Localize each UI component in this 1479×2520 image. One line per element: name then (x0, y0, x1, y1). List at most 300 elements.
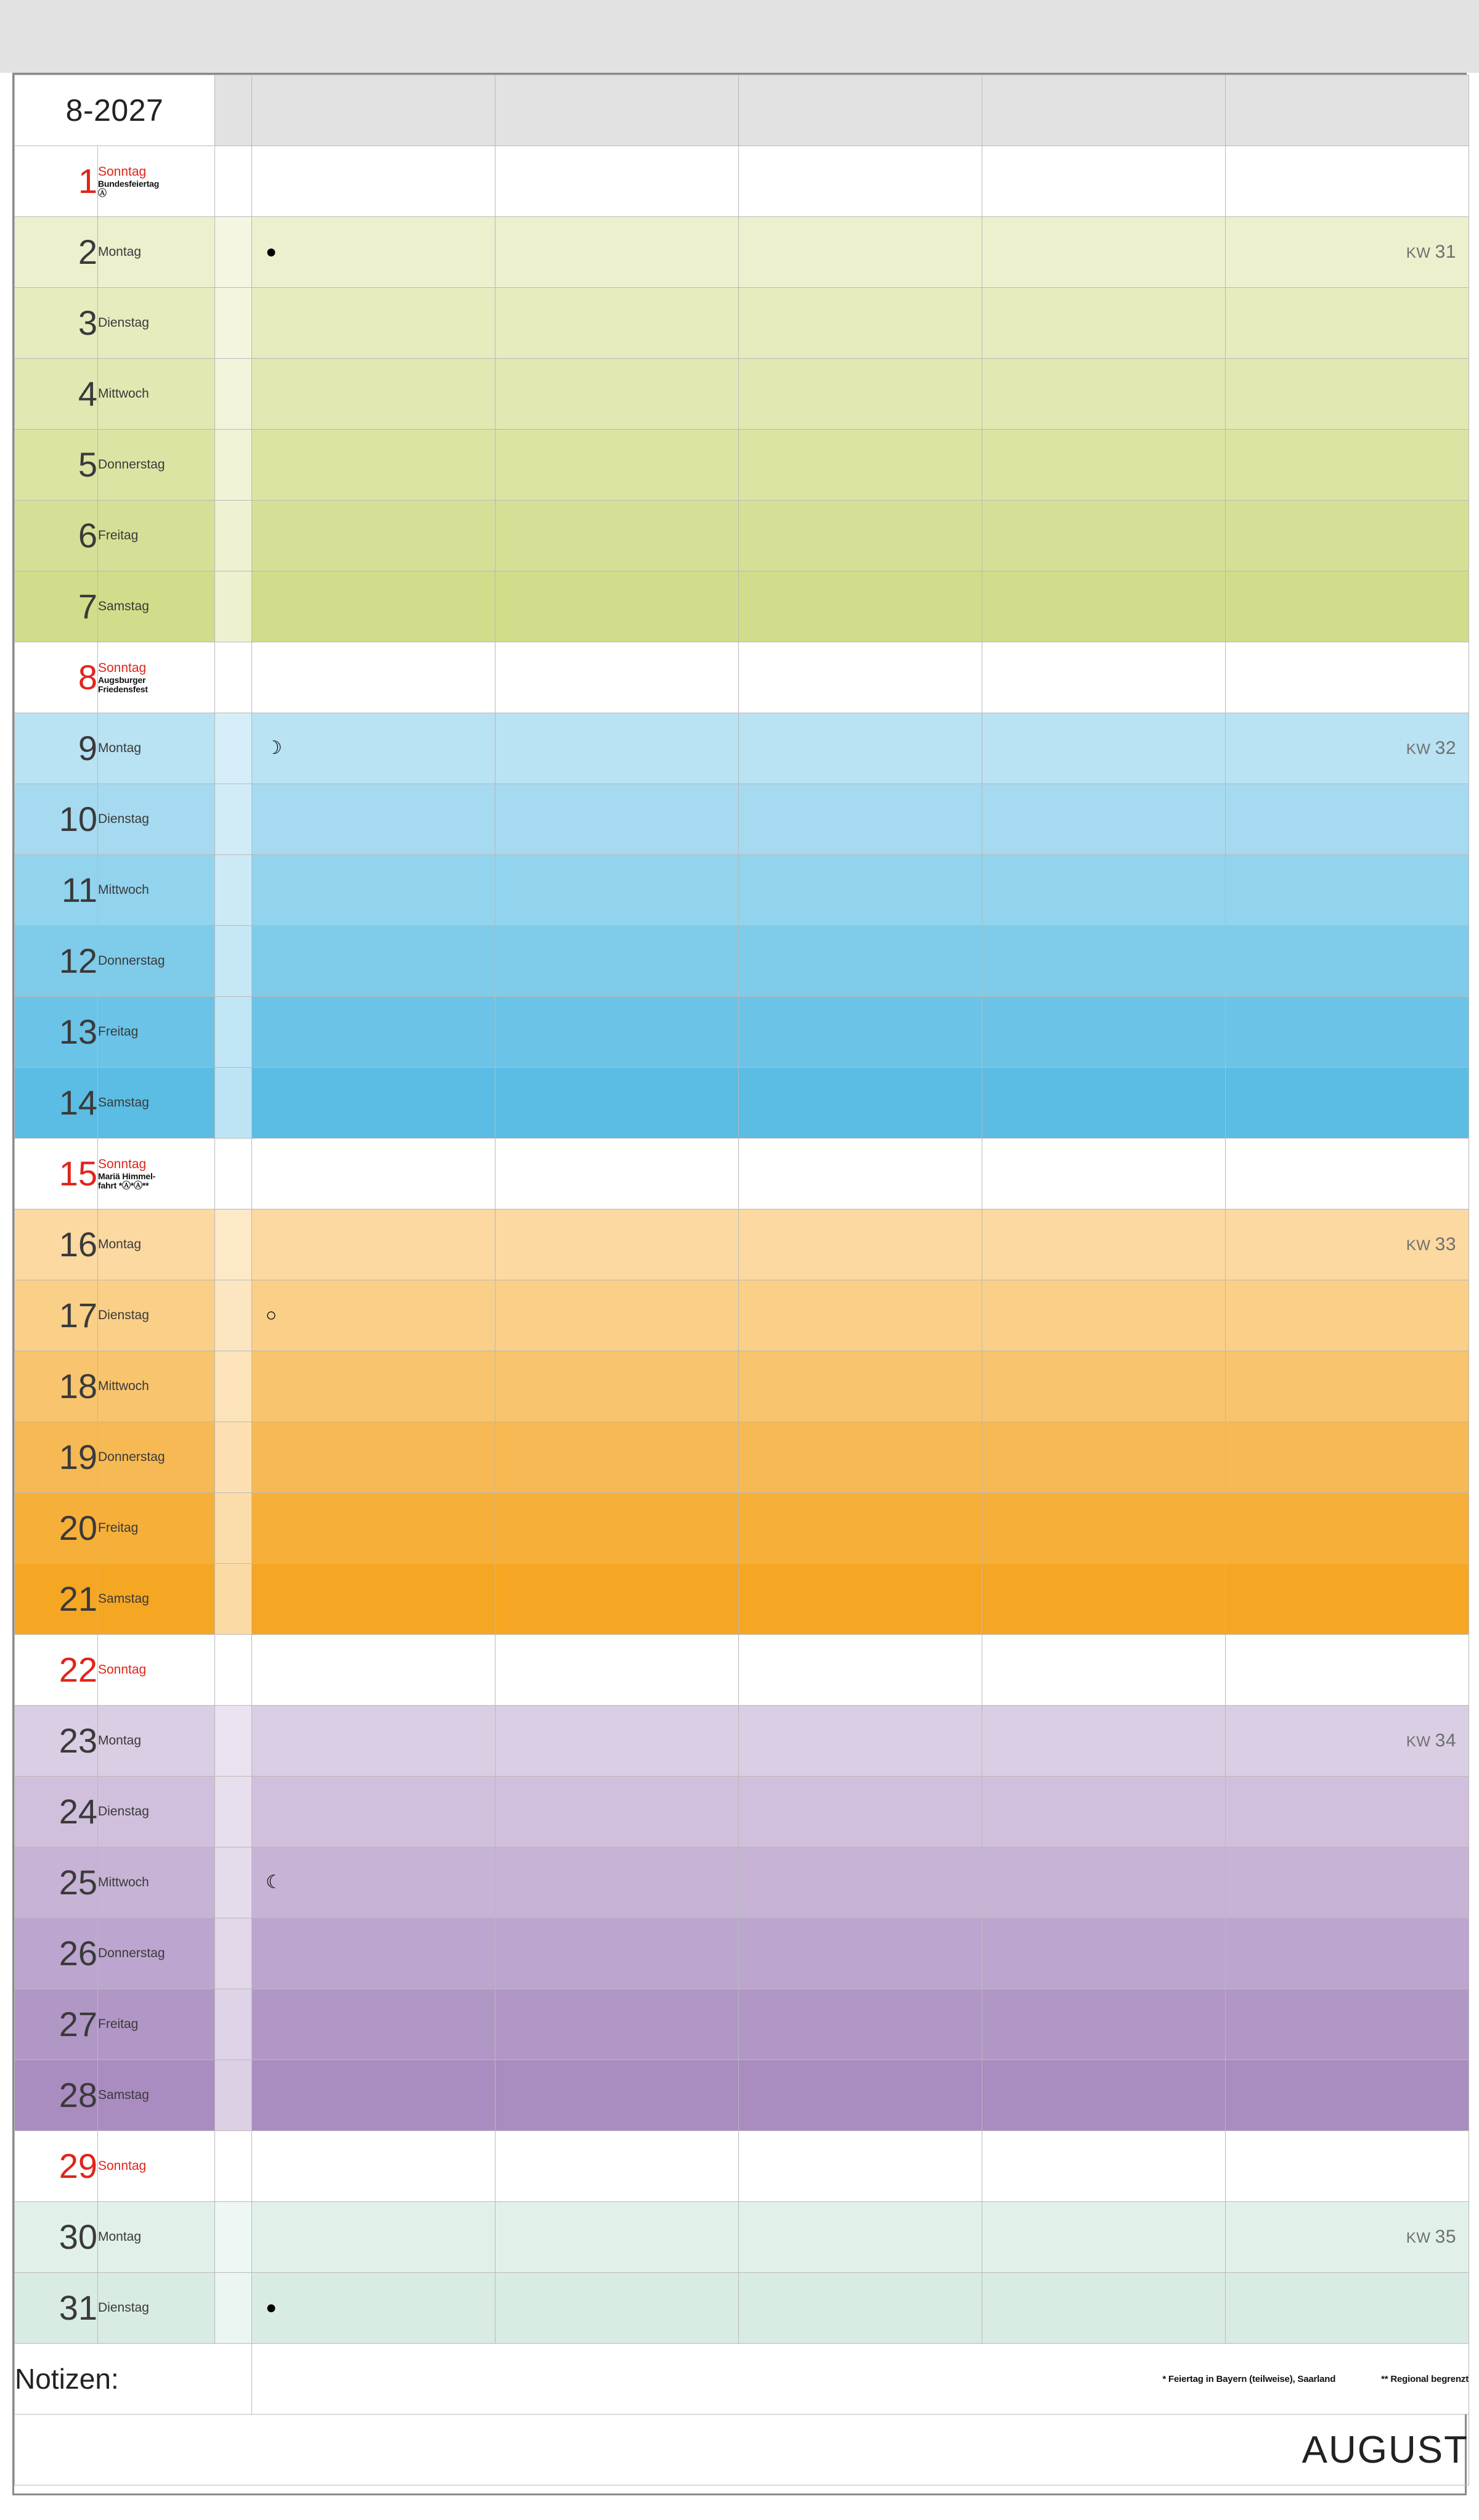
entry-cell[interactable] (252, 430, 495, 501)
entry-cell[interactable] (495, 784, 739, 855)
day-name: Donnerstag (98, 1945, 165, 1960)
entry-cell[interactable] (982, 2202, 1226, 2273)
day-name-cell (98, 1918, 215, 1989)
entry-cell[interactable] (495, 2060, 739, 2131)
header-col-5 (1226, 75, 1469, 146)
day-marker-column (215, 642, 252, 713)
entry-cell[interactable] (252, 501, 495, 571)
day-name: Montag (98, 244, 142, 259)
entry-cell[interactable] (739, 1989, 982, 2060)
week-number-label: KW (1406, 1237, 1435, 1254)
entry-cell[interactable] (495, 1068, 739, 1139)
day-number: 6 (15, 501, 98, 571)
day-number: 4 (15, 359, 98, 430)
calendar-day-row (15, 1847, 1469, 1918)
day-name-cell (98, 642, 215, 713)
day-number: 13 (15, 997, 98, 1068)
entry-cell[interactable] (739, 217, 982, 288)
day-marker-column (215, 1847, 252, 1918)
entry-cell[interactable] (495, 359, 739, 430)
entry-cell[interactable] (739, 146, 982, 217)
week-number-value: 33 (1435, 1234, 1457, 1254)
day-marker-column (215, 2273, 252, 2344)
entry-cell[interactable] (252, 1422, 495, 1493)
entry-cell[interactable] (739, 1139, 982, 1209)
day-name: Samstag (98, 599, 149, 613)
entry-cell[interactable] (982, 501, 1226, 571)
entry-cell[interactable] (495, 1777, 739, 1847)
week-number (1226, 2227, 1469, 2248)
calendar-day-row (15, 2273, 1469, 2344)
calendar-day-row (15, 2202, 1469, 2273)
holiday-label: Ⓐ (98, 188, 107, 198)
week-number (1226, 1234, 1469, 1255)
entry-cell[interactable] (1226, 217, 1469, 288)
entry-cell[interactable] (1226, 1989, 1469, 2060)
entry-cell[interactable] (252, 288, 495, 359)
entry-cell[interactable] (739, 571, 982, 642)
entry-cell[interactable] (982, 1918, 1226, 1989)
entry-cell[interactable] (252, 2273, 495, 2344)
entry-cell[interactable] (252, 997, 495, 1068)
day-name: Freitag (98, 1520, 139, 1535)
entry-cell[interactable] (739, 2060, 982, 2131)
day-number: 7 (15, 571, 98, 642)
entry-cell[interactable] (495, 1989, 739, 2060)
calendar-day-row (15, 642, 1469, 713)
day-name-cell (98, 1139, 215, 1209)
entry-cell[interactable] (495, 1564, 739, 1635)
calendar-day-row (15, 1068, 1469, 1139)
entry-cell[interactable] (1226, 1422, 1469, 1493)
day-name-cell (98, 1351, 215, 1422)
week-number-value: 31 (1435, 242, 1457, 262)
entry-cell[interactable] (252, 1847, 495, 1918)
calendar-day-row (15, 713, 1469, 784)
entry-cell[interactable] (252, 1068, 495, 1139)
entry-cell[interactable] (739, 642, 982, 713)
entry-cell[interactable] (252, 855, 495, 926)
entry-cell[interactable] (252, 1777, 495, 1847)
entry-cell[interactable] (495, 642, 739, 713)
day-name: Sonntag (98, 1662, 147, 1677)
day-name-cell (98, 997, 215, 1068)
entry-cell[interactable] (252, 926, 495, 997)
entry-cell[interactable] (495, 1635, 739, 1706)
entry-cell[interactable] (739, 1777, 982, 1847)
day-marker-column (215, 1989, 252, 2060)
day-number: 8 (15, 642, 98, 713)
day-name: Freitag (98, 1024, 139, 1039)
entry-cell[interactable] (495, 1139, 739, 1209)
entry-cell[interactable] (982, 1209, 1226, 1280)
day-marker-column (215, 1422, 252, 1493)
day-marker-column (215, 288, 252, 359)
entry-cell[interactable] (252, 1918, 495, 1989)
entry-cell[interactable] (739, 1564, 982, 1635)
day-marker-column (215, 1918, 252, 1989)
entry-cell[interactable] (1226, 288, 1469, 359)
calendar-day-row (15, 2131, 1469, 2202)
header-spacer (215, 75, 252, 146)
entry-cell[interactable] (1226, 2060, 1469, 2131)
day-name-cell (98, 1493, 215, 1564)
day-name-cell (98, 1564, 215, 1635)
calendar-day-row (15, 359, 1469, 430)
month-label: 8-2027 (15, 75, 215, 146)
entry-cell[interactable] (739, 2131, 982, 2202)
day-name-cell (98, 2202, 215, 2273)
header-col-3 (739, 75, 982, 146)
day-marker-column (215, 1068, 252, 1139)
entry-cell[interactable] (495, 146, 739, 217)
calendar-day-row (15, 1918, 1469, 1989)
entry-cell[interactable] (495, 2131, 739, 2202)
calendar-day-row (15, 1351, 1469, 1422)
entry-cell[interactable] (982, 2060, 1226, 2131)
day-name-cell (98, 1635, 215, 1706)
calendar-day-row (15, 1564, 1469, 1635)
day-number: 12 (15, 926, 98, 997)
entry-cell[interactable] (739, 430, 982, 501)
calendar-day-row (15, 1280, 1469, 1351)
calendar-day-row (15, 288, 1469, 359)
entry-cell[interactable] (982, 359, 1226, 430)
calendar-day-row (15, 855, 1469, 926)
day-number: 24 (15, 1777, 98, 1847)
entry-cell[interactable] (495, 1280, 739, 1351)
entry-cell[interactable] (982, 784, 1226, 855)
day-name: Sonntag (98, 2158, 147, 2173)
entry-cell[interactable] (982, 217, 1226, 288)
entry-cell[interactable] (495, 571, 739, 642)
day-number: 29 (15, 2131, 98, 2202)
entry-cell[interactable] (495, 1209, 739, 1280)
moon-phase-icon: ● (266, 2297, 277, 2318)
entry-cell[interactable] (495, 501, 739, 571)
entry-cell[interactable] (252, 1706, 495, 1777)
calendar-header-row (15, 75, 1469, 146)
entry-cell[interactable] (739, 784, 982, 855)
day-number: 18 (15, 1351, 98, 1422)
entry-cell[interactable] (495, 430, 739, 501)
entry-cell[interactable] (739, 855, 982, 926)
day-name: Samstag (98, 1591, 149, 1606)
entry-cell[interactable] (982, 642, 1226, 713)
footnotes (252, 2344, 1469, 2415)
day-name: Montag (98, 740, 142, 755)
entry-cell[interactable] (739, 1493, 982, 1564)
notes-row (15, 2344, 1469, 2415)
entry-cell[interactable] (739, 288, 982, 359)
entry-cell[interactable] (1226, 146, 1469, 217)
entry-cell[interactable] (982, 1635, 1226, 1706)
day-number: 25 (15, 1847, 98, 1918)
entry-cell[interactable] (982, 571, 1226, 642)
entry-cell[interactable] (495, 1351, 739, 1422)
entry-cell[interactable] (252, 2131, 495, 2202)
entry-cell[interactable] (1226, 2131, 1469, 2202)
day-name-cell (98, 1989, 215, 2060)
day-marker-column (215, 713, 252, 784)
day-name: Sonntag (98, 1156, 147, 1171)
entry-cell[interactable] (1226, 1280, 1469, 1351)
entry-cell[interactable] (982, 1989, 1226, 2060)
entry-cell[interactable] (1226, 2202, 1469, 2273)
entry-cell[interactable] (1226, 1635, 1469, 1706)
entry-cell[interactable] (495, 926, 739, 997)
calendar-day-row (15, 1422, 1469, 1493)
entry-cell[interactable] (252, 2202, 495, 2273)
calendar-day-row (15, 571, 1469, 642)
entry-cell[interactable] (1226, 1068, 1469, 1139)
entry-cell[interactable] (739, 1422, 982, 1493)
entry-cell[interactable] (982, 1493, 1226, 1564)
day-name: Mittwoch (98, 386, 149, 401)
day-number: 2 (15, 217, 98, 288)
calendar-day-row (15, 146, 1469, 217)
day-number: 14 (15, 1068, 98, 1139)
calendar-day-row (15, 784, 1469, 855)
entry-cell[interactable] (1226, 1564, 1469, 1635)
entry-cell[interactable] (495, 2273, 739, 2344)
entry-cell[interactable] (495, 2202, 739, 2273)
day-number: 11 (15, 855, 98, 926)
entry-cell[interactable] (1226, 1777, 1469, 1847)
entry-cell[interactable] (739, 1635, 982, 1706)
day-marker-column (215, 1209, 252, 1280)
entry-cell[interactable] (982, 1422, 1226, 1493)
calendar-day-row (15, 1989, 1469, 2060)
entry-cell[interactable] (982, 1847, 1226, 1918)
entry-cell[interactable] (252, 1280, 495, 1351)
calendar-day-row (15, 1706, 1469, 1777)
week-number-label: KW (1406, 2230, 1435, 2246)
entry-cell[interactable] (495, 217, 739, 288)
day-name: Montag (98, 1733, 142, 1748)
day-name: Montag (98, 2229, 142, 2244)
entry-cell[interactable] (252, 146, 495, 217)
day-number: 27 (15, 1989, 98, 2060)
entry-cell[interactable] (252, 217, 495, 288)
entry-cell[interactable] (982, 430, 1226, 501)
entry-cell[interactable] (739, 997, 982, 1068)
entry-cell[interactable] (252, 1989, 495, 2060)
entry-cell[interactable] (982, 2273, 1226, 2344)
day-marker-column (215, 571, 252, 642)
day-name-cell (98, 2131, 215, 2202)
calendar-sheet (12, 73, 1467, 2495)
entry-cell[interactable] (739, 2202, 982, 2273)
day-name: Freitag (98, 528, 139, 542)
day-number: 17 (15, 1280, 98, 1351)
entry-cell[interactable] (982, 146, 1226, 217)
entry-cell[interactable] (982, 1564, 1226, 1635)
entry-cell[interactable] (1226, 1918, 1469, 1989)
footnote-2: ** Regional begrenzt (1381, 2373, 1469, 2384)
entry-cell[interactable] (1226, 1706, 1469, 1777)
entry-cell[interactable] (1226, 642, 1469, 713)
entry-cell[interactable] (982, 1777, 1226, 1847)
entry-cell[interactable] (495, 1493, 739, 1564)
entry-cell[interactable] (495, 1706, 739, 1777)
entry-cell[interactable] (495, 1847, 739, 1918)
entry-cell[interactable] (252, 2060, 495, 2131)
day-marker-column (215, 2202, 252, 2273)
day-name-cell (98, 713, 215, 784)
day-name-cell (98, 146, 215, 217)
day-name: Mittwoch (98, 882, 149, 897)
entry-cell[interactable] (739, 2273, 982, 2344)
entry-cell[interactable] (495, 997, 739, 1068)
day-marker-column (215, 997, 252, 1068)
moon-phase-icon: ● (266, 242, 277, 262)
entry-cell[interactable] (1226, 1139, 1469, 1209)
calendar-day-row (15, 1139, 1469, 1209)
top-band (0, 0, 1479, 73)
calendar-day-row (15, 1635, 1469, 1706)
entry-cell[interactable] (982, 1706, 1226, 1777)
calendar-day-row (15, 997, 1469, 1068)
day-name-cell (98, 926, 215, 997)
day-name: Samstag (98, 2087, 149, 2102)
entry-cell[interactable] (1226, 430, 1469, 501)
entry-cell[interactable] (739, 1918, 982, 1989)
calendar-table (14, 75, 1469, 2485)
day-number: 1 (15, 146, 98, 217)
day-name-cell (98, 288, 215, 359)
entry-cell[interactable] (495, 855, 739, 926)
entry-cell[interactable] (739, 1351, 982, 1422)
entry-cell[interactable] (495, 1422, 739, 1493)
entry-cell[interactable] (1226, 1493, 1469, 1564)
entry-cell[interactable] (982, 1280, 1226, 1351)
entry-cell[interactable] (1226, 784, 1469, 855)
entry-cell[interactable] (739, 1280, 982, 1351)
week-number-label: KW (1406, 1733, 1435, 1750)
holiday-label: Mariä Himmel- (98, 1171, 156, 1181)
entry-cell[interactable] (252, 642, 495, 713)
day-number: 16 (15, 1209, 98, 1280)
entry-cell[interactable] (252, 1351, 495, 1422)
entry-cell[interactable] (1226, 359, 1469, 430)
holiday-label: fahrt *Ⓐ*Ⓐ** (98, 1180, 149, 1191)
entry-cell[interactable] (252, 1493, 495, 1564)
entry-cell[interactable] (982, 713, 1226, 784)
entry-cell[interactable] (495, 1918, 739, 1989)
entry-cell[interactable] (739, 501, 982, 571)
entry-cell[interactable] (739, 1068, 982, 1139)
day-name-cell (98, 1706, 215, 1777)
day-name: Dienstag (98, 811, 149, 826)
entry-cell[interactable] (739, 1847, 982, 1918)
entry-cell[interactable] (1226, 1847, 1469, 1918)
day-marker-column (215, 1139, 252, 1209)
day-name-cell (98, 784, 215, 855)
day-number: 5 (15, 430, 98, 501)
entry-cell[interactable] (252, 571, 495, 642)
entry-cell[interactable] (982, 288, 1226, 359)
day-marker-column (215, 359, 252, 430)
calendar-day-row (15, 217, 1469, 288)
day-number: 30 (15, 2202, 98, 2273)
entry-cell[interactable] (739, 713, 982, 784)
day-name: Montag (98, 1237, 142, 1251)
day-marker-column (215, 1706, 252, 1777)
week-number-value: 32 (1435, 738, 1457, 758)
day-number: 3 (15, 288, 98, 359)
entry-cell[interactable] (495, 288, 739, 359)
entry-cell[interactable] (982, 997, 1226, 1068)
entry-cell[interactable] (739, 1209, 982, 1280)
week-number (1226, 1730, 1469, 1751)
entry-cell[interactable] (982, 1068, 1226, 1139)
entry-cell[interactable] (739, 359, 982, 430)
entry-cell[interactable] (252, 1635, 495, 1706)
entry-cell[interactable] (1226, 571, 1469, 642)
day-name-cell (98, 571, 215, 642)
entry-cell[interactable] (252, 1139, 495, 1209)
header-col-4 (982, 75, 1226, 146)
day-number: 28 (15, 2060, 98, 2131)
entry-cell[interactable] (252, 359, 495, 430)
entry-cell[interactable] (252, 784, 495, 855)
entry-cell[interactable] (739, 1706, 982, 1777)
entry-cell[interactable] (1226, 1209, 1469, 1280)
entry-cell[interactable] (252, 1209, 495, 1280)
day-number: 20 (15, 1493, 98, 1564)
entry-cell[interactable] (252, 713, 495, 784)
entry-cell[interactable] (1226, 1351, 1469, 1422)
moon-phase-icon: ☾ (266, 1872, 282, 1892)
day-name-cell (98, 501, 215, 571)
calendar-day-row (15, 926, 1469, 997)
entry-cell[interactable] (982, 2131, 1226, 2202)
entry-cell[interactable] (1226, 926, 1469, 997)
day-marker-column (215, 855, 252, 926)
entry-cell[interactable] (739, 926, 982, 997)
day-name: Donnerstag (98, 457, 165, 472)
moon-phase-icon: ○ (266, 1305, 277, 1325)
day-name: Dienstag (98, 2300, 149, 2315)
day-marker-column (215, 1777, 252, 1847)
entry-cell[interactable] (252, 1564, 495, 1635)
header-col-2 (495, 75, 739, 146)
day-marker-column (215, 1493, 252, 1564)
entry-cell[interactable] (1226, 997, 1469, 1068)
entry-cell[interactable] (982, 855, 1226, 926)
entry-cell[interactable] (982, 926, 1226, 997)
footnote-1: * Feiertag in Bayern (teilweise), Saarland (1162, 2373, 1336, 2384)
day-number: 9 (15, 713, 98, 784)
week-number-label: KW (1406, 245, 1435, 261)
day-marker-column (215, 217, 252, 288)
day-marker-column (215, 1635, 252, 1706)
calendar-day-row (15, 2060, 1469, 2131)
day-number: 22 (15, 1635, 98, 1706)
entry-cell[interactable] (1226, 713, 1469, 784)
day-marker-column (215, 430, 252, 501)
entry-cell[interactable] (1226, 2273, 1469, 2344)
entry-cell[interactable] (495, 713, 739, 784)
day-name-cell (98, 1777, 215, 1847)
day-name: Sonntag (98, 164, 147, 179)
day-marker-column (215, 784, 252, 855)
entry-cell[interactable] (982, 1351, 1226, 1422)
entry-cell[interactable] (982, 1139, 1226, 1209)
entry-cell[interactable] (1226, 855, 1469, 926)
entry-cell[interactable] (1226, 501, 1469, 571)
